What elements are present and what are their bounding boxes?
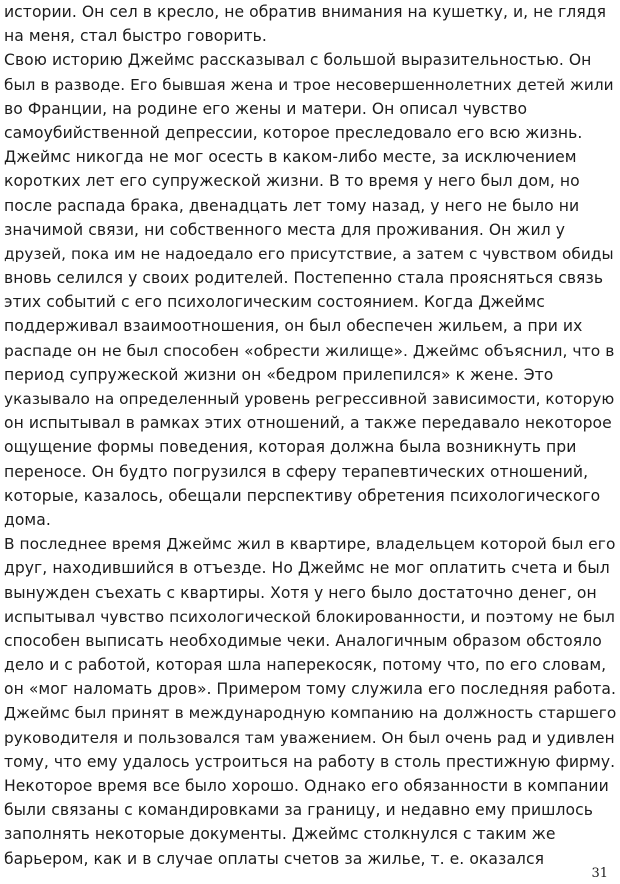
text-line: заполнять некоторые документы. Джеймс столкнулся с таким же [4, 825, 556, 844]
text-line: Некоторое время все было хорошо. Однако его обязанности в компании [4, 777, 609, 795]
text-line: испытывал чувство психологической блокированности, и поэтому не был [4, 607, 615, 626]
text-line: тому, что ему удалось устроиться на работу в столь престижную фирму. [4, 752, 616, 771]
text-line: во Франции, на родине его жены и матери. Он описал чувство [4, 99, 528, 118]
text-line: вынужден съехать с квартиры. Хотя у него было достаточно денег, он [4, 583, 597, 602]
text-line: переносе. Он будто погрузился в сферу терапевтических отношений, [4, 462, 589, 481]
text-line: коротких лет его супружеской жизни. В то время у него был дом, но [4, 172, 580, 191]
text-line: Джеймс был принят в международную компанию на должность старшего [4, 704, 617, 723]
text-line: этих событий с его психологическим состоянием. Когда Джеймс [4, 293, 545, 312]
text-line: дело и с работой, которая шла наперекосяк, потому что, по его словам, [4, 656, 607, 675]
text-line: на меня, стал быстро говорить. [4, 27, 267, 46]
page-number: 31 [591, 866, 608, 881]
text-line: друг, находившийся в отъезде. Но Джеймс не мог оплатить счета и был [4, 559, 610, 578]
text-line: был в разводе. Его бывшая жена и трое несовершеннолетних детей жили [4, 75, 614, 94]
text-line: руководителя и пользовался там уважением. Он был очень рад и удивлен [4, 728, 615, 747]
text-line: Свою историю Джеймс рассказывал с большой выразительностью. Он [4, 51, 592, 70]
text-line: были связаны с командировками за границу, и недавно ему пришлось [4, 801, 593, 820]
text-line: вновь селился у своих родителей. Постепенно стала проясняться связь [4, 269, 604, 288]
text-line: он «мог наломать дров». Примером тому служила его последняя работа. [4, 680, 617, 699]
text-line: барьером, как и в случае оплаты счетов за жилье, т. е. оказался [4, 849, 544, 868]
text-line: указывало на определенный уровень регрессивной зависимости, которую [4, 390, 615, 408]
text-line: В последнее время Джеймс жил в квартире, владельцем которой был его [4, 535, 616, 554]
text-line: распаде он не был способен «обрести жилище». Джеймс объяснил, что в [4, 341, 615, 360]
text-line: самоубийственной депрессии, которое преследовало его всю жизнь. [4, 123, 583, 142]
text-line: способен выписать необходимые чеки. Аналогичным образом обстояло [4, 631, 602, 650]
text-line: поддерживал взаимоотношения, он был обеспечен жильем, а при их [4, 317, 583, 336]
text-line: он испытывал в рамках этих отношений, а также передавало некоторое [4, 414, 612, 433]
text-line: период супружеской жизни он «бедром прилепился» к жене. Это [4, 365, 554, 384]
text-line: истории. Он сел в кресло, не обратив внимания на кушетку, и, не глядя [4, 3, 607, 21]
text-line: друзей, пока им не надоедало его присутствие, а затем с чувством обиды [4, 244, 614, 263]
text-line: ощущение формы поведения, которая должна была возникнуть при [4, 438, 577, 457]
text-line: дома. [4, 510, 51, 529]
text-line: значимой связи, ни собственного места для проживания. Он жил у [4, 220, 566, 239]
text-line: которые, казалось, обещали перспективу обретения психологического [4, 486, 601, 505]
body-text [4, 0, 616, 871]
text-line: после распада брака, двенадцать лет тому назад, у него не было ни [4, 196, 580, 215]
text-line: Джеймс никогда не мог осесть в каком-либо месте, за исключением [4, 148, 577, 167]
